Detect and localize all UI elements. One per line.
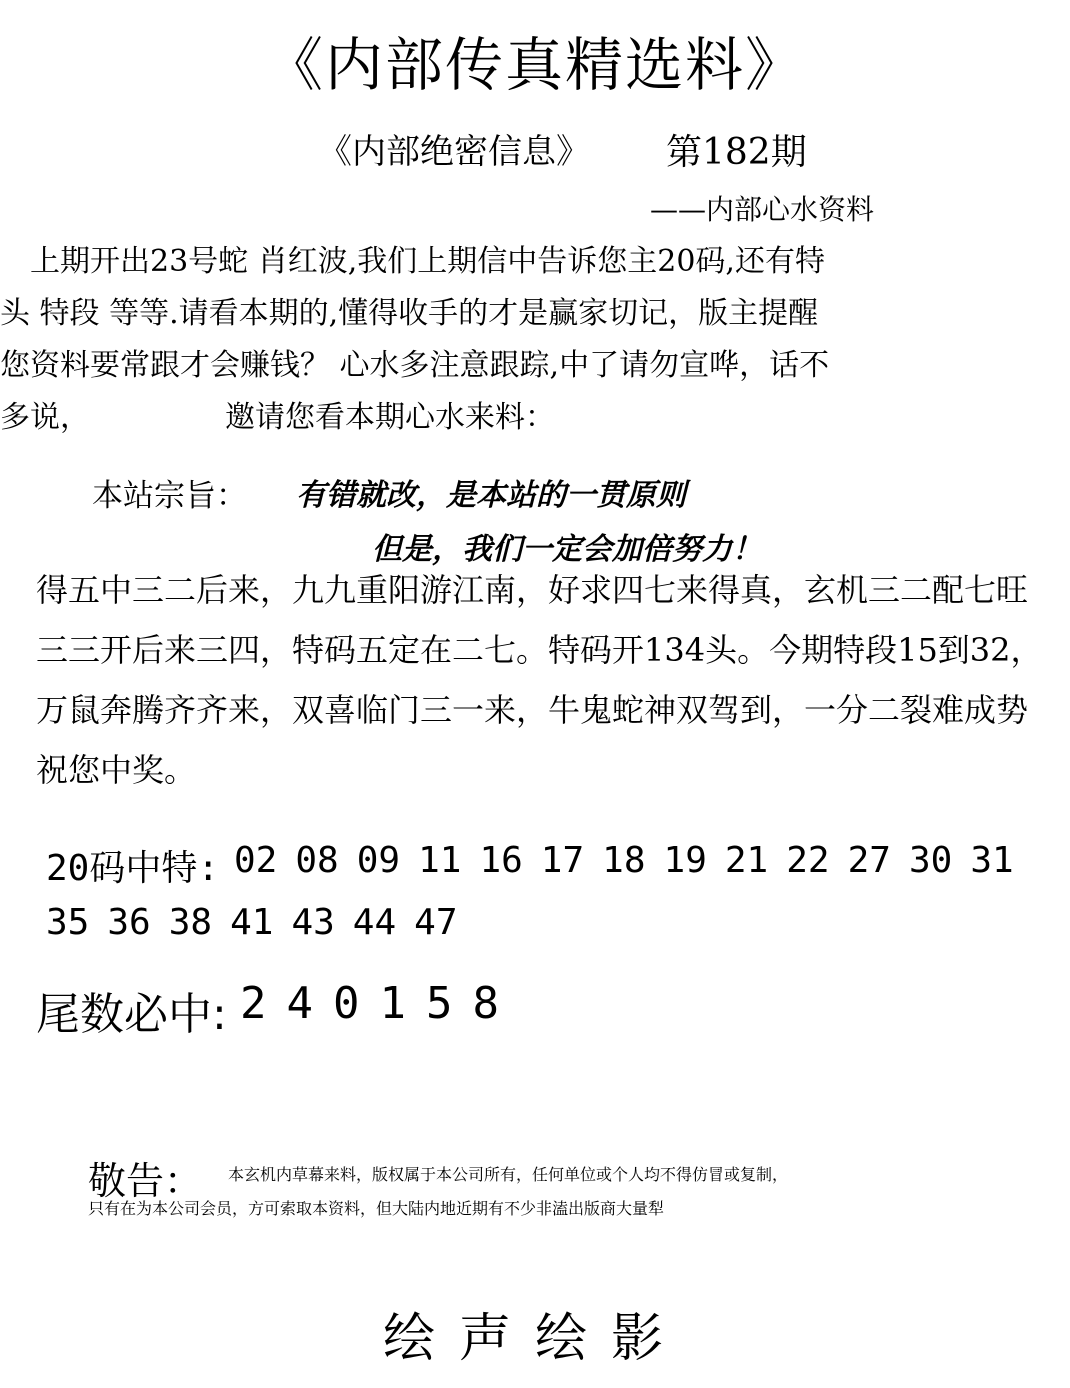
number: 22 xyxy=(786,840,830,881)
subtitle: 《内部绝密信息》 xyxy=(318,132,590,172)
tail-label: 尾数必中: xyxy=(36,989,227,1040)
source-line: ——内部心水资料 xyxy=(650,193,875,226)
numbers-label: 20码中特: xyxy=(46,848,220,889)
intro-line: 头 特段 等等.请看本期的,懂得收手的才是赢家切记，版主提醒 xyxy=(0,296,819,331)
number: 16 xyxy=(479,840,523,881)
number: 41 xyxy=(230,902,274,943)
number: 27 xyxy=(847,840,891,881)
number: 38 xyxy=(168,902,213,943)
number: 35 xyxy=(46,902,90,943)
tail-digit: 8 xyxy=(472,978,503,1029)
motto-line-1: 有错就改，是本站的一贯原则 xyxy=(296,478,686,513)
tail-digits xyxy=(240,978,519,1029)
number: 09 xyxy=(356,840,401,881)
number: 18 xyxy=(602,840,646,881)
number: 30 xyxy=(908,840,953,881)
footer-slogan: 绘声绘影 xyxy=(382,1309,687,1369)
tail-digit: 2 xyxy=(240,978,271,1029)
poem-block xyxy=(36,560,1043,800)
poem-line: 三三开后来三四，特码五定在二七。特码开134头。今期特段15到32， xyxy=(36,631,1043,669)
number: 31 xyxy=(970,840,1014,881)
number: 43 xyxy=(291,902,335,943)
numbers-row-2 xyxy=(46,902,476,943)
motto-line-2: 但是，我们一定会加倍努力！ xyxy=(372,532,762,567)
intro-line: 多说， 邀请您看本期心水来料： xyxy=(0,400,555,435)
number: 36 xyxy=(107,902,151,943)
intro-line: 上期开出23号蛇 肖红波,我们上期信中告诉您主20码,还有特 xyxy=(0,244,825,279)
intro-line: 您资料要常跟才会赚钱？ 心水多注意跟踪,中了请勿宣哗，话不 xyxy=(0,348,830,383)
number: 11 xyxy=(418,840,462,881)
poem-line: 祝您中奖。 xyxy=(36,751,197,789)
number: 44 xyxy=(352,902,397,943)
poem-line: 万鼠奔腾齐齐来，双喜临门三一来，牛鬼蛇神双驾到，一分二裂难成势 xyxy=(36,691,1029,729)
numbers-row-1 xyxy=(234,840,1032,881)
notice-line-1: 本玄机内草幕来料，版权属于本公司所有，任何单位或个人均不得仿冒或复制， xyxy=(228,1165,789,1184)
number: 19 xyxy=(663,840,707,881)
number: 02 xyxy=(234,840,278,881)
notice-line-2: 只有在为本公司会员，方可索取本资料，但大陆内地近期有不少非溘出版商大量犁 xyxy=(88,1199,665,1218)
motto-label: 本站宗旨： xyxy=(92,478,247,514)
tail-digit: 5 xyxy=(426,978,457,1029)
number: 21 xyxy=(724,840,769,881)
number: 08 xyxy=(295,840,339,881)
number: 17 xyxy=(540,840,585,881)
tail-digit: 0 xyxy=(333,978,364,1029)
notice-label: 敬告： xyxy=(88,1159,203,1203)
tail-digit: 1 xyxy=(379,978,410,1029)
number: 47 xyxy=(414,902,458,943)
intro-paragraph xyxy=(0,236,1070,444)
page-title: 《内部传真精选料》 xyxy=(264,31,805,99)
tail-digit: 4 xyxy=(286,978,317,1029)
issue-number: 第182期 xyxy=(666,132,807,173)
poem-line: 得五中三二后来，九九重阳游江南，好求四七来得真，玄机三二配七旺 xyxy=(36,571,1029,609)
